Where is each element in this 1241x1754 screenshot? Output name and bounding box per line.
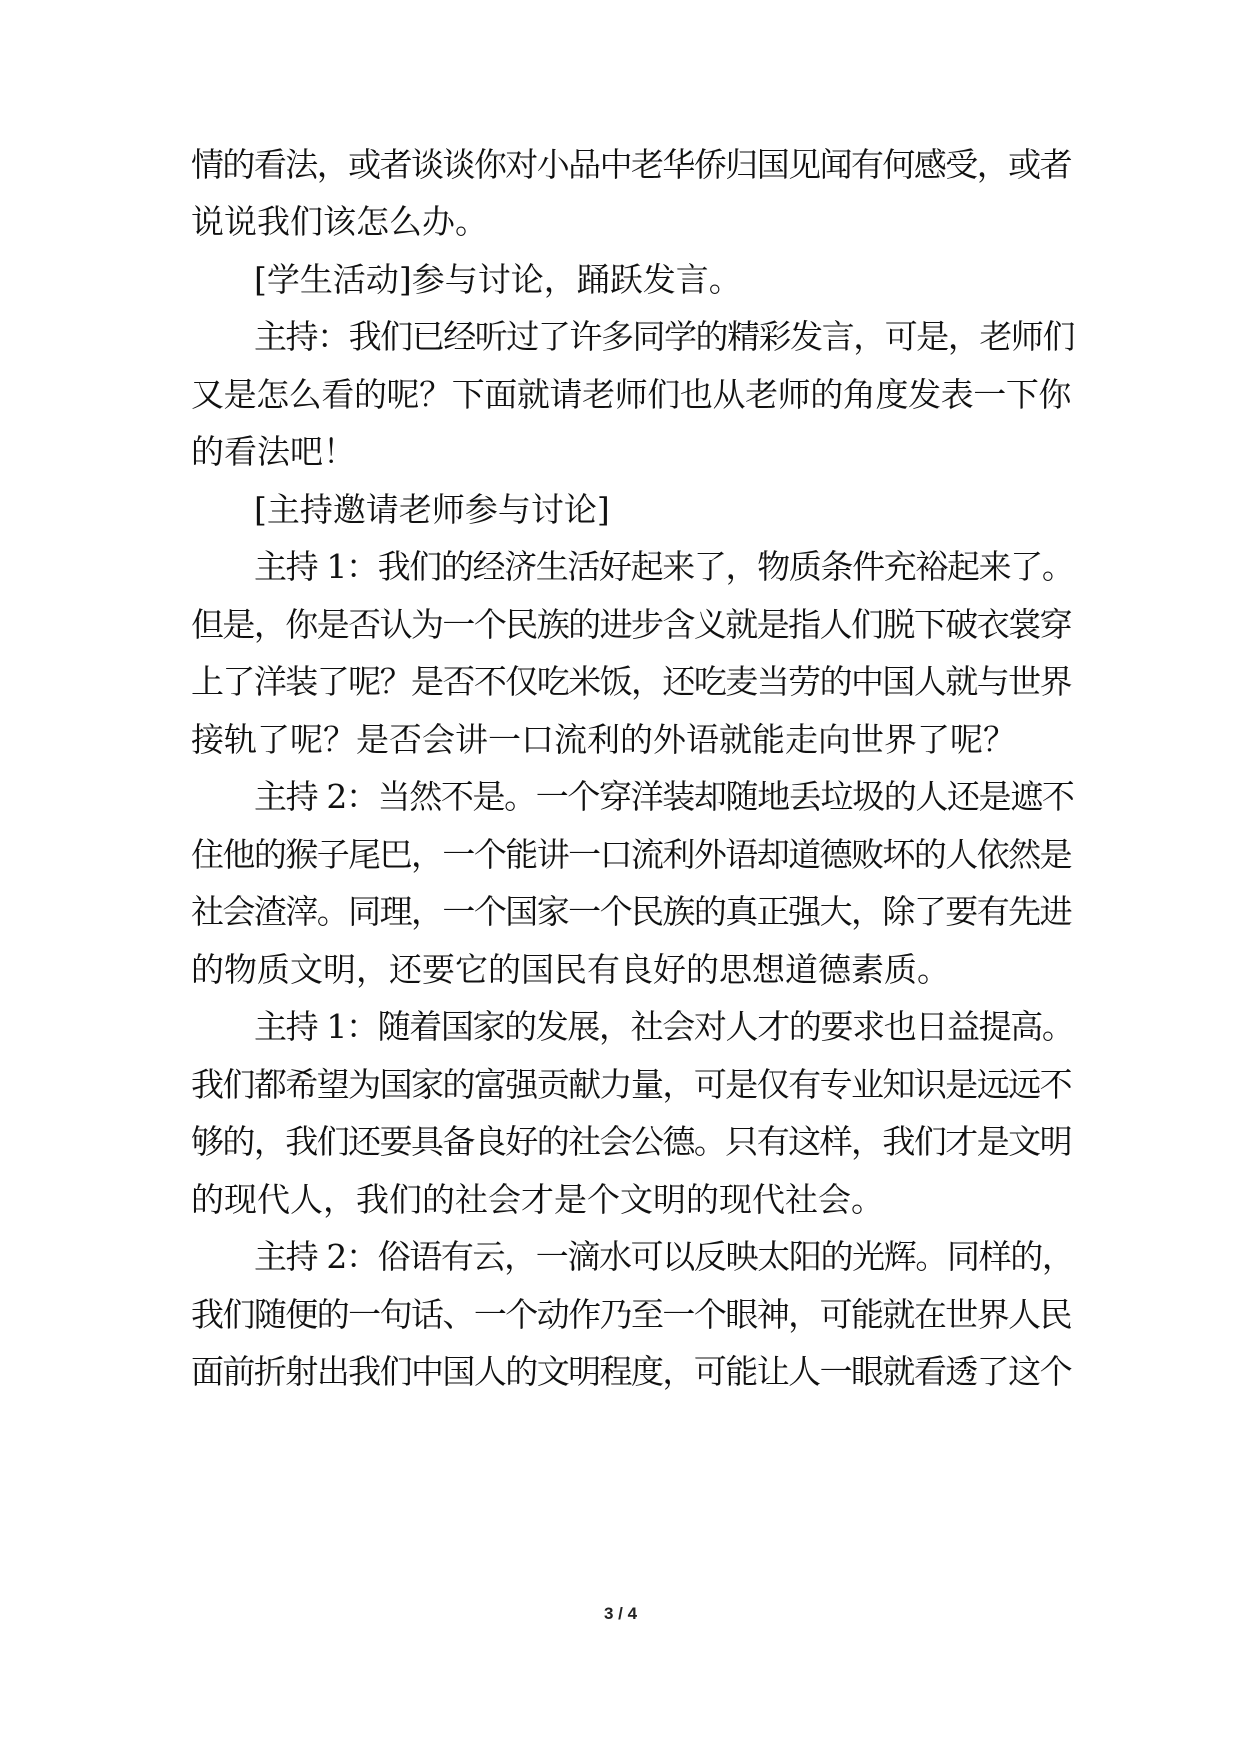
text-line: 说说我们该怎么办。	[191, 202, 488, 241]
text-line: 社会渣滓。同理，一个国家一个民族的真正强大，除了要有先进	[191, 892, 1072, 931]
text-line: 又是怎么看的呢？下面就请老师们也从老师的角度发表一下你	[191, 375, 1072, 414]
text-line: 上了洋装了呢？是否不仅吃米饭，还吃麦当劳的中国人就与世界	[191, 662, 1072, 701]
text-line: 主持 2：俗语有云，一滴水可以反映太阳的光辉。同样的，	[254, 1237, 1074, 1276]
text-line: 但是，你是否认为一个民族的进步含义就是指人们脱下破衣裳穿	[191, 605, 1072, 644]
text-line: [学生活动]参与讨论，踊跃发言。	[254, 260, 742, 299]
text-line: 情的看法，或者谈谈你对小品中老华侨归国见闻有何感受，或者	[191, 145, 1072, 184]
text-line: 主持 2：当然不是。一个穿洋装却随地丢垃圾的人还是遮不	[254, 777, 1074, 816]
text-line: 接轨了呢？是否会讲一口流利的外语就能走向世界了呢？	[191, 720, 1016, 759]
text-line: 面前折射出我们中国人的文明程度，可能让人一眼就看透了这个	[191, 1352, 1072, 1391]
text-line: 够的，我们还要具备良好的社会公德。只有这样，我们才是文明	[191, 1122, 1072, 1161]
text-line: 的看法吧！	[191, 432, 356, 471]
text-line: 我们随便的一句话、一个动作乃至一个眼神，可能就在世界人民	[191, 1295, 1072, 1334]
page-number: 3 / 4	[603, 1604, 638, 1623]
text-line: 的现代人，我们的社会才是个文明的现代社会。	[191, 1180, 884, 1219]
text-line: 主持 1：随着国家的发展，社会对人才的要求也日益提高。	[254, 1007, 1074, 1046]
text-line: 主持：我们已经听过了许多同学的精彩发言，可是，老师们	[254, 317, 1075, 356]
text-line: 住他的猴子尾巴，一个能讲一口流利外语却道德败坏的人依然是	[191, 835, 1072, 874]
text-line: 我们都希望为国家的富强贡献力量，可是仅有专业知识是远远不	[191, 1065, 1072, 1104]
text-line: [主持邀请老师参与讨论]	[254, 490, 610, 529]
text-line: 主持 1：我们的经济生活好起来了，物质条件充裕起来了。	[254, 547, 1074, 586]
text-line: 的物质文明，还要它的国民有良好的思想道德素质。	[191, 950, 950, 989]
